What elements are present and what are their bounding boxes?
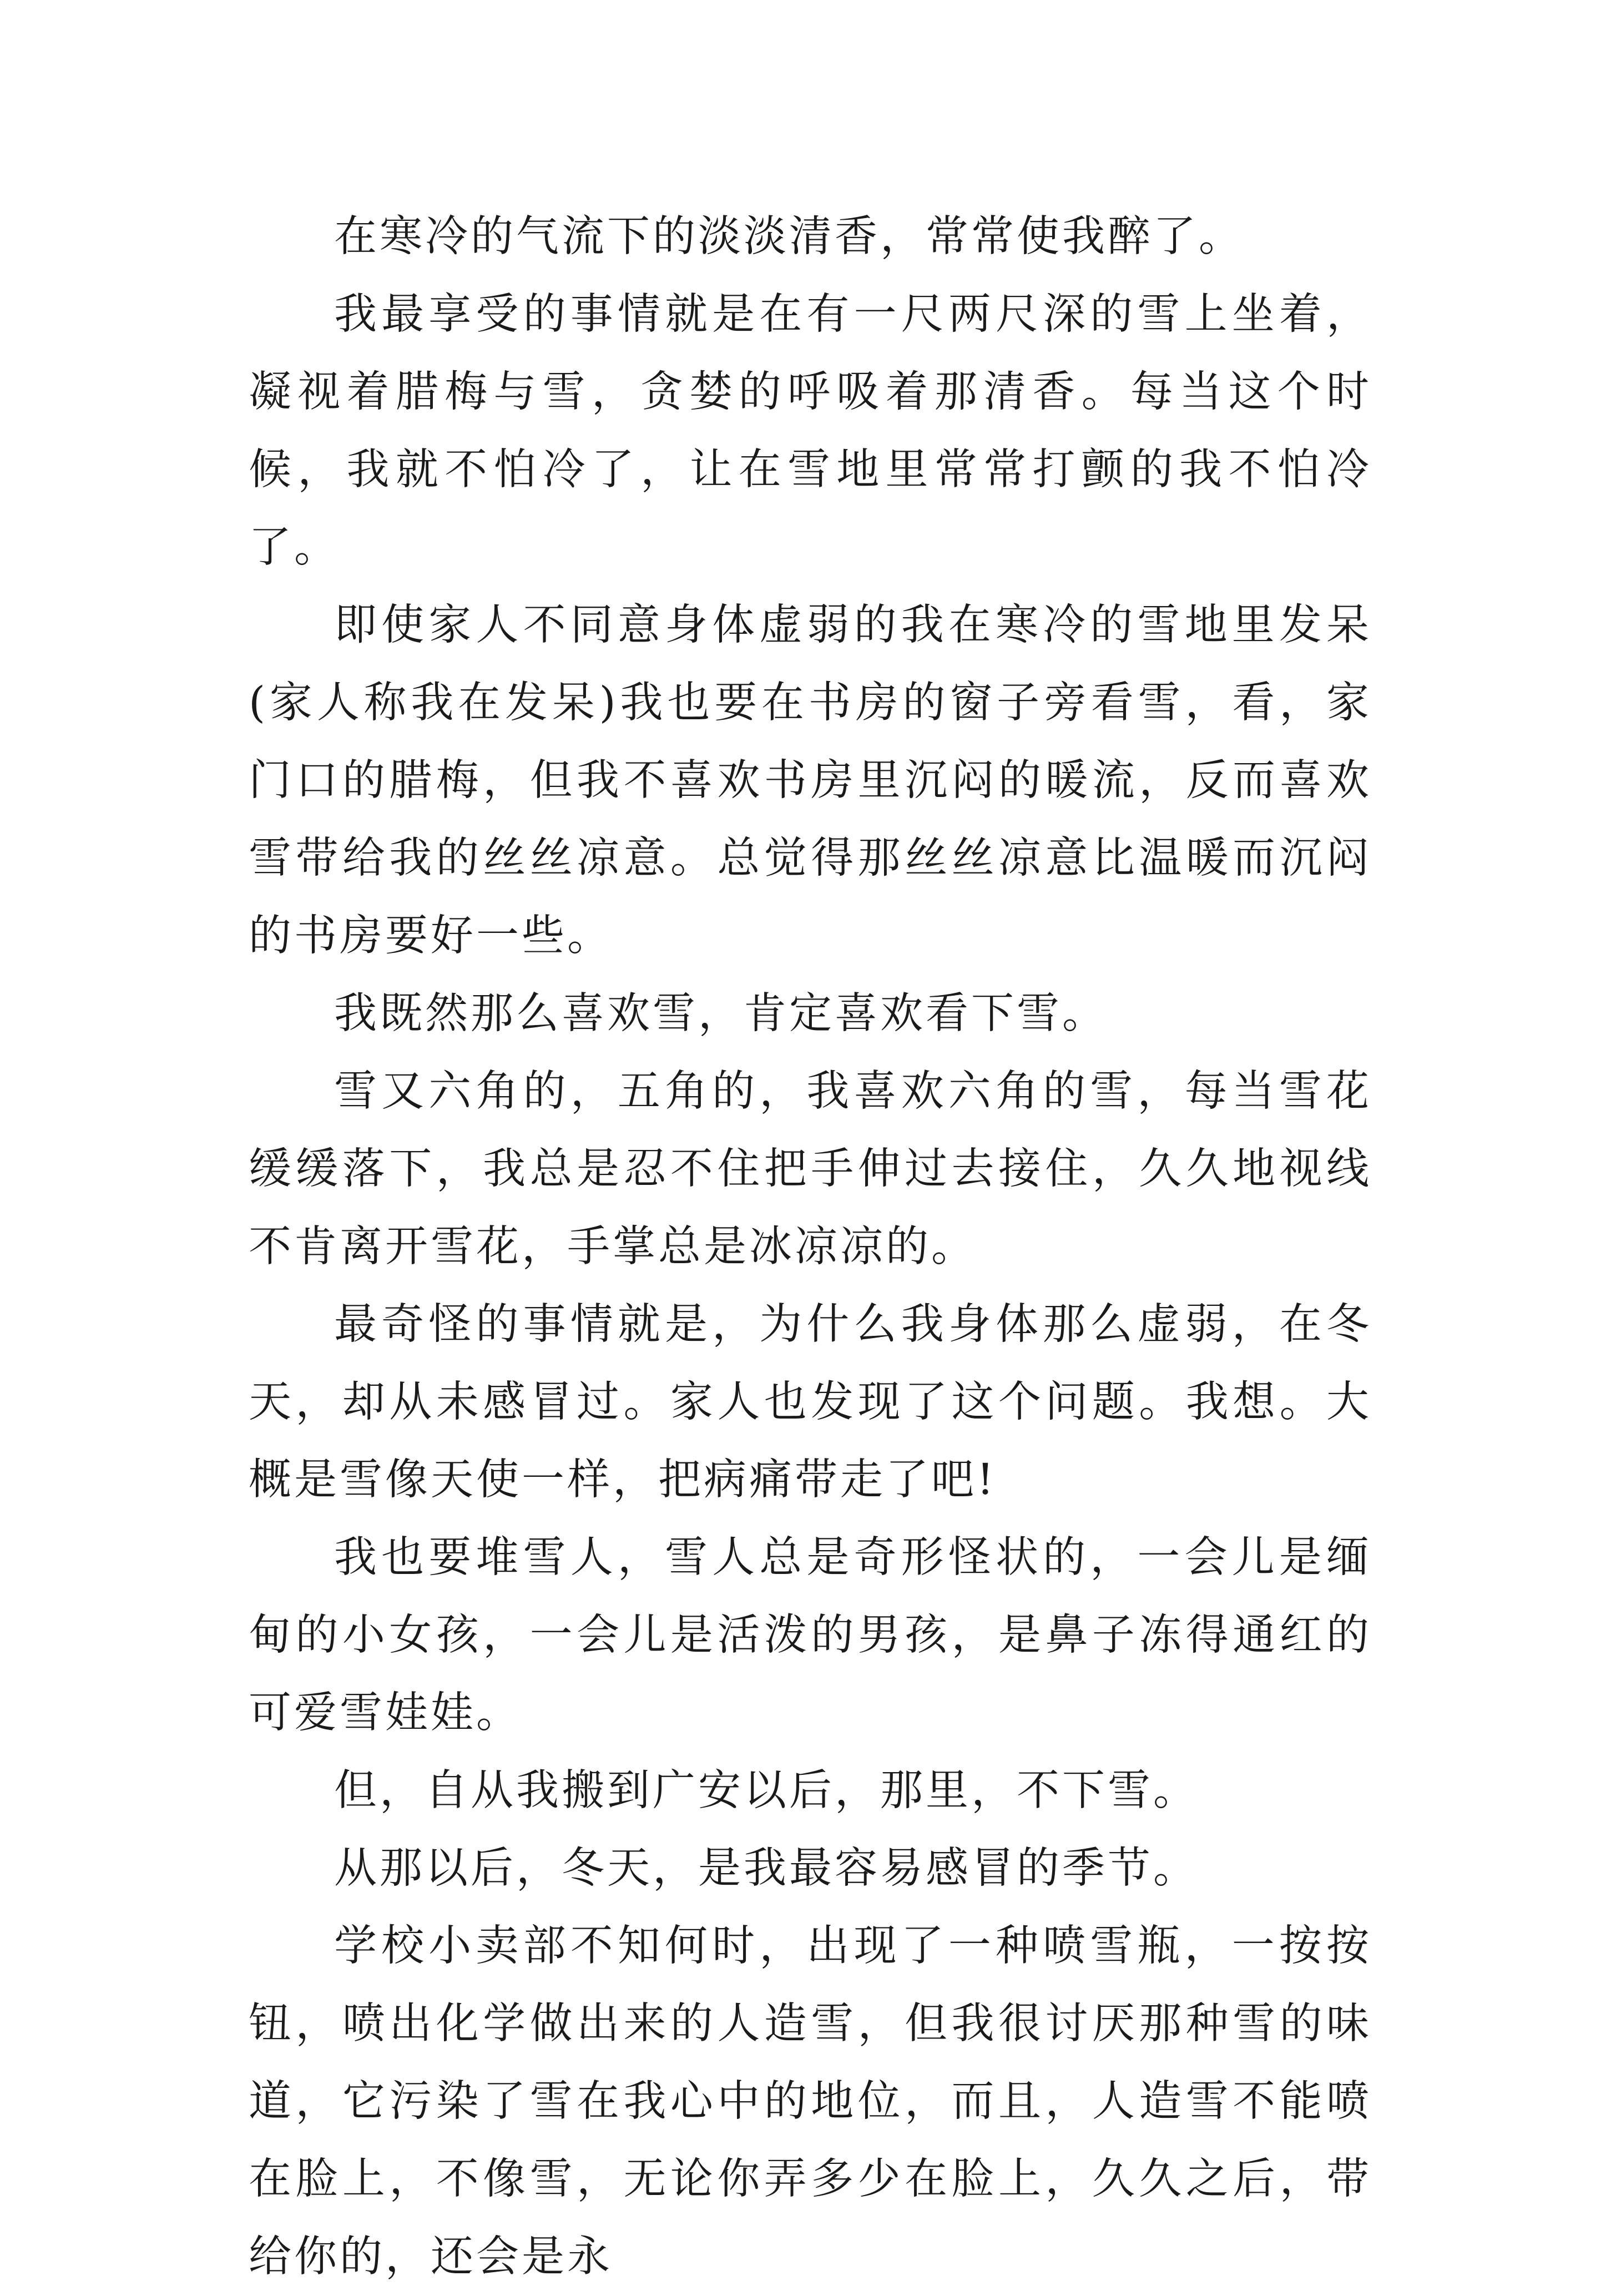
paragraph-6: 最奇怪的事情就是，为什么我身体那么虚弱，在冬天，却从未感冒过。家人也发现了这个问题。我想。大概是雪像天使一样，把病痛带走了吧! (249, 1300, 1372, 1505)
paragraph-2: 我最享受的事情就是在有一尺两尺深的雪上坐着，凝视着腊梅与雪，贪婪的呼吸着那清香。每当这个时候，我就不怕冷了，让在雪地里常常打颤的我不怕冷了。 (249, 290, 1372, 572)
paragraph-10: 学校小卖部不知何时，出现了一种喷雪瓶，一按按钮，喷出化学做出来的人造雪，但我很讨厌那种雪的味道，它污染了雪在我心中的地位，而且，人造雪不能喷在脸上，不像雪，无论你弄多少在脸上，久久之后，带给你的，还会是永 (249, 1921, 1372, 2282)
body-text (249, 198, 1372, 2296)
paragraph-8: 但，自从我搬到广安以后，那里，不下雪。 (334, 1766, 1199, 1815)
paragraph-3: 即使家人不同意身体虚弱的我在寒冷的雪地里发呆(家人称我在发呆)我也要在书房的窗子旁看雪，看，家门口的腊梅，但我不喜欢书房里沉闷的暖流，反而喜欢雪带给我的丝丝凉意。总觉得那丝丝凉意比温暖而沉闷的书房要好一些。 (249, 601, 1372, 961)
paragraph-5: 雪又六角的，五角的，我喜欢六角的雪，每当雪花缓缓落下，我总是忍不住把手伸过去接住，久久地视线不肯离开雪花，手掌总是冰凉凉的。 (249, 1067, 1372, 1271)
paragraph-9: 从那以后，冬天，是我最容易感冒的季节。 (334, 1844, 1199, 1893)
paragraph-7: 我也要堆雪人，雪人总是奇形怪状的，一会儿是缅甸的小女孩，一会儿是活泼的男孩，是鼻子冻得通红的可爱雪娃娃。 (249, 1533, 1372, 1738)
paragraph-1: 在寒冷的气流下的淡淡清香，常常使我醉了。 (334, 212, 1244, 261)
paragraph-4: 我既然那么喜欢雪，肯定喜欢看下雪。 (334, 989, 1108, 1038)
